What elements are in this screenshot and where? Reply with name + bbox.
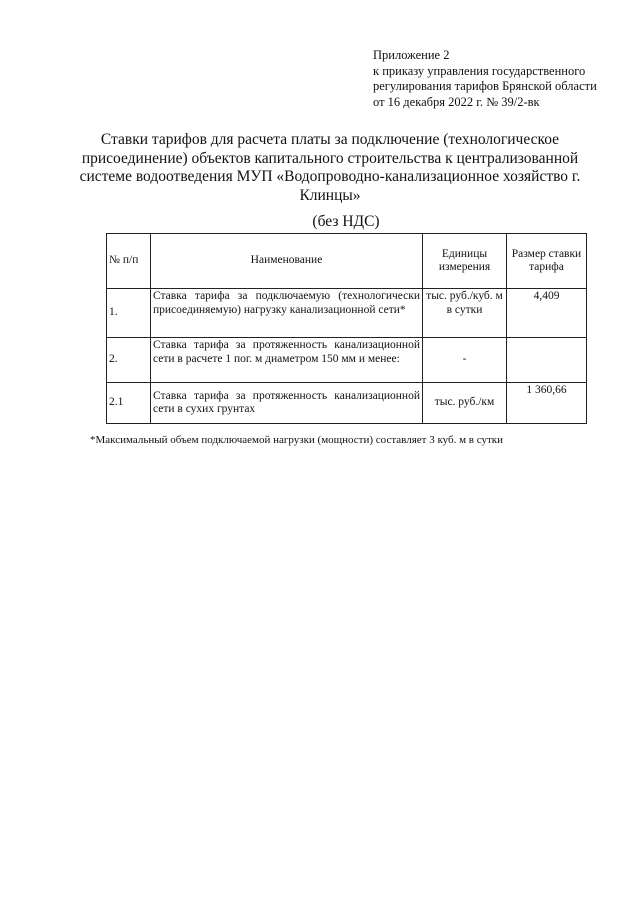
row-name: Ставка тарифа за протяженность канализационной сети в расчете 1 пог. м диаметром 150 мм и менее: <box>151 338 423 383</box>
row-rate: 4,409 <box>507 289 587 338</box>
appendix-header <box>373 48 623 110</box>
row-num: 1. <box>107 289 151 338</box>
header-num: № п/п <box>107 234 151 289</box>
header-rate: Размер ставки тарифа <box>507 234 587 289</box>
row-rate <box>507 338 587 383</box>
header-unit: Единицы измерения <box>423 234 507 289</box>
appendix-line: регулирования тарифов Брянской области <box>373 79 597 93</box>
vat-note: (без НДС) <box>312 213 380 230</box>
appendix-line: Приложение 2 <box>373 48 450 62</box>
appendix-line: от 16 декабря 2022 г. № 39/2-вк <box>373 94 540 109</box>
footnote: *Максимальный объем подключаемой нагрузки (мощности) составляет 3 куб. м в сутки <box>90 434 504 446</box>
row-num: 2.1 <box>107 383 151 424</box>
table-row <box>107 383 587 424</box>
header-name: Наименование <box>151 234 423 289</box>
row-name: Ставка тарифа за подключаемую (технологически присоединяемую) нагрузку канализационной сети* <box>151 289 423 338</box>
table-row <box>107 289 587 338</box>
row-name: Ставка тарифа за протяженность канализационной сети в сухих грунтах <box>151 383 423 424</box>
row-unit: - <box>423 338 507 383</box>
table-header-row <box>107 234 587 289</box>
row-unit: тыс. руб./км <box>423 383 507 424</box>
row-num: 2. <box>107 338 151 383</box>
document-title: Ставки тарифов для расчета платы за подключение (технологическое присоединение) объектов капитального строительства к централизованной системе водоотведения МУП «Водопроводно-канализационное хозяйство г. Клинцы» <box>79 131 581 204</box>
table-row <box>107 338 587 383</box>
row-rate: 1 360,66 <box>507 383 587 424</box>
appendix-line: к приказу управления государственного <box>373 63 586 78</box>
tariff-table <box>106 233 587 424</box>
row-unit: тыс. руб./куб. м в сутки <box>423 289 507 338</box>
